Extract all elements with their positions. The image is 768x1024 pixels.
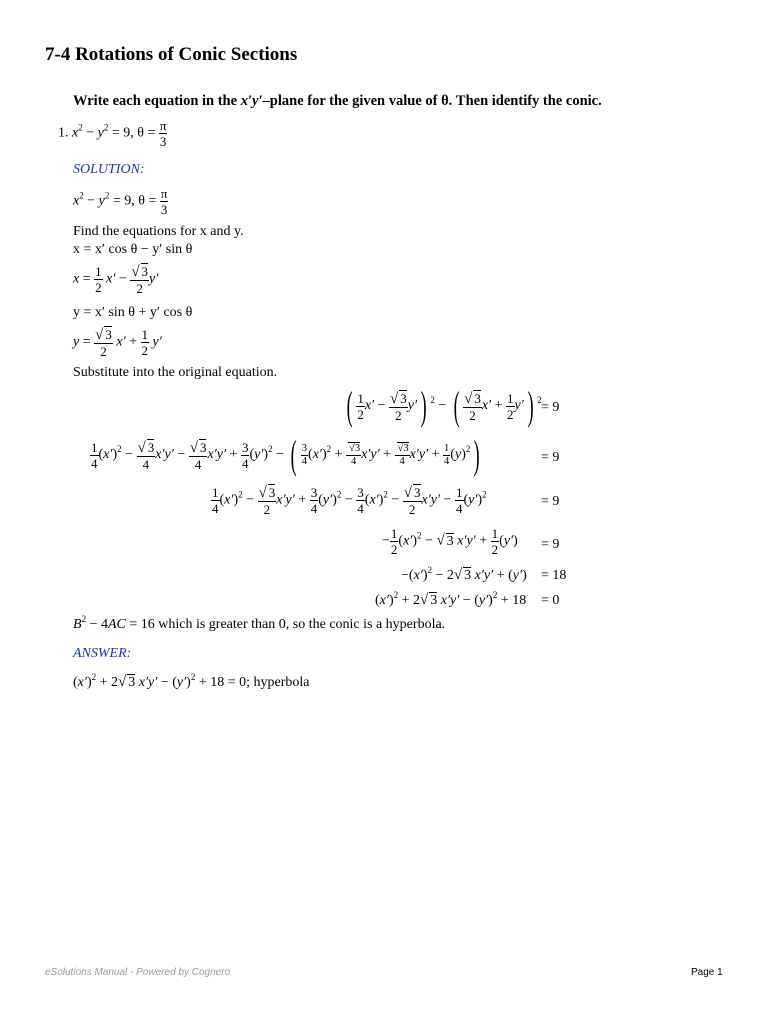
- page-title: 7-4 Rotations of Conic Sections: [45, 44, 298, 65]
- step-3-rhs: = 9: [541, 494, 560, 509]
- step-4-rhs: = 9: [541, 537, 560, 552]
- problem-number: 1.: [58, 125, 69, 141]
- step-5-rhs: = 18: [541, 568, 567, 583]
- discriminant: $B^2 - 4AC = 16$ which is greater than 0, so the conic is a hyperbola.: [73, 614, 446, 632]
- step-6-rhs: = 0: [541, 593, 560, 608]
- step-4: − $\frac{1}{2}$ $(x')^2$ − √ 3 x′y′ + $\frac{1}{2}$ (y′): [382, 526, 518, 557]
- find-equations: Find the equations for x and y.: [73, 224, 244, 239]
- step-1: ( $\frac{1}{2}$ x′ − $\frac{√ 3}{2}$ y′) $^2$ − ( $\frac{√ 3}{2}$ x′ + $\frac{1}{2}$ y′) $^2$: [346, 383, 542, 428]
- step-2-rhs: = 9: [541, 450, 560, 465]
- x-equation: x = $\frac{1}{2}$ x′ − $\frac{√ 3}{2}$ y′: [73, 264, 159, 296]
- step-5: $-(x')^2 - 2√$ 3 x′y′ + (y′): [401, 565, 527, 583]
- y-equation: y = $\frac{√ 3}{2}$ x′ + $\frac{1}{2}$ y′: [73, 327, 162, 359]
- page-number: Page 1: [691, 967, 723, 978]
- solution-given: $x^2 - y^2 = 9$, θ = $\frac{\pi}{3}$: [73, 186, 168, 217]
- answer-label: ANSWER:: [73, 646, 132, 661]
- step-2: $\frac{1}{4}$ $(x')^2$ − $\frac{√ 3}{4}$ x′y′ − $\frac{√ 3}{4}$ x′y′ + $\frac{3}{4}$ $(y')^2$ − ( $\frac{3}{4}$ $(x')^2$ + $\frac{√3}{4}$ x′y′ + $\frac{√3}{4}$ x′y′ + $\frac{1}{4}$ $(y)^2$): [91, 432, 481, 477]
- x-rotation: x = x′ cos θ − y′ sin θ: [73, 242, 193, 257]
- y-rotation: y = x′ sin θ + y′ cos θ: [73, 305, 193, 320]
- instruction: Write each equation in the x′y′–plane for the given value of θ. Then identify the conic.: [73, 93, 602, 109]
- problem: 1. $x^2 - y^2 = 9$, θ = $\frac{\pi}{3}$: [58, 118, 167, 149]
- step-3: $\frac{1}{4}$ $(x')^2$ − $\frac{√ 3}{2}$ x′y′ + $\frac{3}{4}$ $(y')^2$ − $\frac{3}{4}$ $(x')^2$ − $\frac{√ 3}{2}$ x′y′ − $\frac{1}{4}$ $(y')^2$: [212, 485, 487, 517]
- substitute-text: Substitute into the original equation.: [73, 365, 278, 380]
- step-6: $(x')^2 + 2√$ 3 $x'y' - (y')^2 + 18$: [375, 590, 527, 608]
- step-1-rhs: = 9: [541, 400, 560, 415]
- solution-label: SOLUTION:: [73, 162, 145, 177]
- footer-credit: eSolutions Manual - Powered by Cognero: [45, 967, 231, 978]
- answer: $(x')^2 + 2√$ 3 $x'y' - (y')^2 + 18 = 0$; hyperbola: [73, 672, 310, 690]
